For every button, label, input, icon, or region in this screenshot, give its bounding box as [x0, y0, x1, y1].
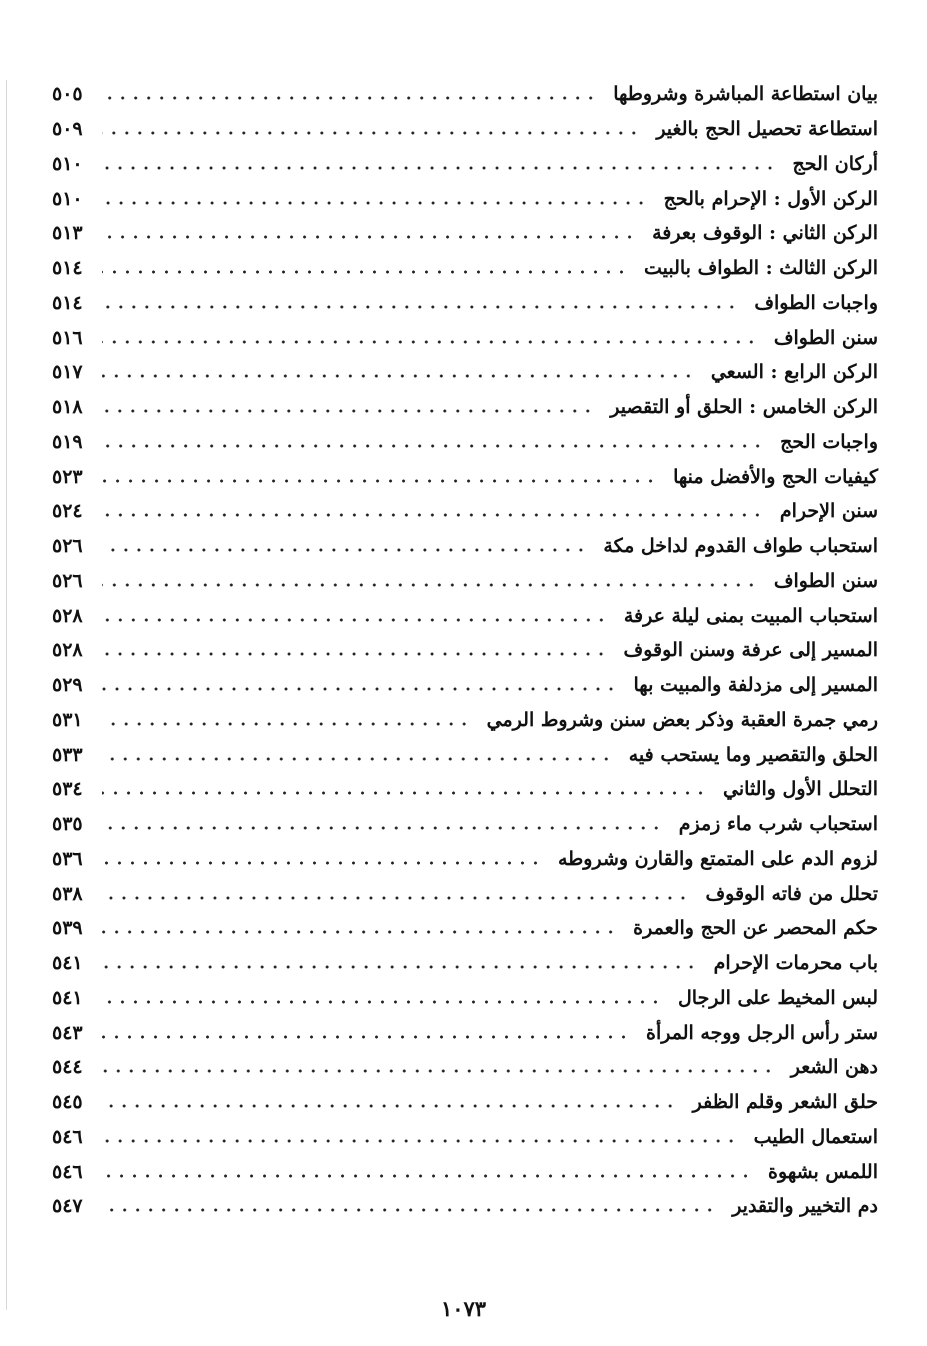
toc-entry-page-number: ٥٢٨ [52, 639, 83, 662]
toc-entry [52, 112, 878, 147]
toc-entry [52, 181, 878, 216]
toc-entry-title: الركن الثالث : الطواف بالبيت [643, 257, 878, 280]
toc-entry [52, 425, 878, 460]
toc-entry-page-number: ٥٤١ [52, 986, 83, 1009]
toc-entry-page-number: ٥٤٦ [52, 1125, 83, 1148]
toc-entry-page-number: ٥٣٨ [52, 882, 83, 905]
toc-entry-page-number: ٥٤٤ [52, 1056, 83, 1079]
dot-leader [102, 303, 738, 311]
toc-entry-title: باب محرمات الإحرام [713, 952, 878, 975]
toc-entry-title: استحباب شرب ماء زمزم [678, 813, 878, 836]
toc-entry [52, 1085, 878, 1120]
page-edge-line [6, 80, 7, 1310]
toc-entry-title: أركان الحج [792, 152, 878, 175]
toc-entry-page-number: ٥١٣ [52, 222, 83, 245]
toc-entry-title: استعمال الطيب [753, 1125, 878, 1148]
toc-entry-page-number: ٥٢٩ [52, 674, 83, 697]
toc-entry [52, 286, 878, 321]
toc-entry-page-number: ٥٢٨ [52, 604, 83, 627]
dot-leader [102, 963, 698, 971]
toc-entry [52, 459, 878, 494]
toc-entry-title: حكم المحصر عن الحج والعمرة [633, 917, 878, 940]
dot-leader [102, 1033, 630, 1041]
toc-entry-title: سنن الطواف [773, 569, 878, 592]
dot-leader [102, 338, 758, 346]
toc-entry-title: ستر رأس الرجل ووجه المرأة [646, 1021, 878, 1044]
dot-leader [102, 129, 640, 137]
toc-entry [52, 737, 878, 772]
toc-entry-title: اللمس بشهوة [768, 1160, 878, 1183]
toc-entry-title: التحلل الأول والثاني [723, 778, 878, 801]
toc-entry-page-number: ٥٤١ [52, 952, 83, 975]
dot-leader [102, 1067, 775, 1075]
dot-leader [102, 1206, 716, 1214]
toc-entry [52, 1050, 878, 1085]
toc-entry-title: لبس المخيط على الرجال [677, 986, 878, 1009]
toc-entry-page-number: ٥١٤ [52, 257, 83, 280]
toc-entry-title: بيان استطاعة المباشرة وشروطها [613, 83, 878, 106]
dot-leader [102, 199, 648, 207]
dot-leader [102, 581, 758, 589]
toc-entry-title: استحباب المبيت بمنى ليلة عرفة [623, 604, 878, 627]
toc-entry [52, 981, 878, 1016]
toc-entry-title: لزوم الدم على المتمتع والقارن وشروطه [557, 847, 878, 870]
dot-leader [102, 477, 657, 485]
dot-leader [102, 268, 628, 276]
toc-entry [52, 1154, 878, 1189]
toc-entry-page-number: ٥١٠ [52, 152, 83, 175]
dot-leader [102, 894, 689, 902]
toc-entry-page-number: ٥٤٧ [52, 1195, 83, 1218]
toc-entry [52, 807, 878, 842]
toc-entry [52, 251, 878, 286]
toc-entry-page-number: ٥٤٦ [52, 1160, 83, 1183]
toc-entry-title: المسير إلى مزدلفة والمبيت بها [633, 674, 878, 697]
dot-leader [102, 755, 613, 763]
toc-entry-title: الركن الثاني : الوقوف بعرفة [652, 222, 878, 245]
toc-entry-page-number: ٥٠٥ [52, 83, 83, 106]
toc-entry-title: الركن الخامس : الحلق أو التقصير [610, 396, 878, 419]
toc-entry-title: تحلل من فاته الوقوف [705, 882, 878, 905]
toc-entry [52, 911, 878, 946]
dot-leader [102, 859, 542, 867]
dot-leader [102, 372, 695, 380]
toc-entry-title: الحلق والتقصير وما يستحب فيه [628, 743, 878, 766]
toc-entry-title: رمي جمرة العقبة وذكر بعض سنن وشروط الرمي [486, 708, 878, 731]
dot-leader [102, 442, 764, 450]
toc-entry-page-number: ٥١٤ [52, 291, 83, 314]
toc-entry [52, 77, 878, 112]
toc-entry-page-number: ٥٢٦ [52, 535, 83, 558]
toc-entry-title: واجبات الحج [780, 430, 878, 453]
toc-entry-page-number: ٥٢٦ [52, 569, 83, 592]
toc-entry [52, 598, 878, 633]
toc-entry-page-number: ٥٣٤ [52, 778, 83, 801]
toc-entry [52, 876, 878, 911]
toc-entry [52, 772, 878, 807]
toc-entry-title: واجبات الطواف [754, 291, 878, 314]
toc-entry [52, 320, 878, 355]
toc-entry [52, 494, 878, 529]
toc-entry [52, 1015, 878, 1050]
toc-entry [52, 842, 878, 877]
toc-entry [52, 1120, 878, 1155]
dot-leader [102, 233, 636, 241]
toc-entry [52, 946, 878, 981]
dot-leader [102, 407, 594, 415]
toc-entry [52, 668, 878, 703]
toc-entry-page-number: ٥٤٥ [52, 1091, 83, 1114]
dot-leader [102, 685, 618, 693]
toc-entry-page-number: ٥١٨ [52, 396, 83, 419]
toc-entry [52, 216, 878, 251]
toc-entry-title: الركن الأول : الإحرام بالحج [663, 187, 878, 210]
dot-leader [102, 1172, 752, 1180]
toc-entry-page-number: ٥٢٤ [52, 500, 83, 523]
toc-entry [52, 147, 878, 182]
table-of-contents [52, 77, 878, 1224]
toc-entry-title: استحباب طواف القدوم لداخل مكة [603, 535, 878, 558]
toc-entry-page-number: ٥٤٣ [52, 1021, 83, 1044]
toc-entry-page-number: ٥٣١ [52, 708, 83, 731]
toc-entry-title: حلق الشعر وقلم الظفر [692, 1091, 878, 1114]
toc-entry-page-number: ٥١٧ [52, 361, 83, 384]
page-number: ١٠٧٣ [440, 1296, 487, 1321]
dot-leader [102, 616, 608, 624]
toc-entry-page-number: ٥٢٣ [52, 465, 83, 488]
dot-leader [102, 824, 663, 832]
toc-entry [52, 355, 878, 390]
dot-leader [102, 546, 587, 554]
toc-entry-page-number: ٥٠٩ [52, 118, 83, 141]
toc-entry [52, 390, 878, 425]
toc-entry [52, 529, 878, 564]
toc-entry-title: سنن الإحرام [779, 500, 878, 523]
toc-entry-title: كيفيات الحج والأفضل منها [673, 465, 878, 488]
toc-entry-title: المسير إلى عرفة وسنن الوقوف [623, 639, 878, 662]
dot-leader [102, 650, 608, 658]
toc-entry-page-number: ٥٣٦ [52, 847, 83, 870]
dot-leader [102, 1137, 738, 1145]
dot-leader [102, 998, 662, 1006]
toc-entry-page-number: ٥١٦ [52, 326, 83, 349]
toc-entry [52, 1189, 878, 1224]
toc-entry-title: الركن الرابع : السعي [710, 361, 878, 384]
toc-entry-page-number: ٥١٠ [52, 187, 83, 210]
toc-entry-title: دهن الشعر [790, 1056, 878, 1079]
toc-entry-page-number: ٥٣٥ [52, 813, 83, 836]
dot-leader [102, 164, 777, 172]
dot-leader [102, 1102, 677, 1110]
toc-entry-page-number: ٥١٩ [52, 430, 83, 453]
dot-leader [102, 511, 764, 519]
toc-entry-title: دم التخيير والتقدير [732, 1195, 878, 1218]
dot-leader [102, 789, 707, 797]
toc-entry [52, 564, 878, 599]
toc-entry-page-number: ٥٣٩ [52, 917, 83, 940]
dot-leader [102, 928, 617, 936]
toc-entry-page-number: ٥٣٣ [52, 743, 83, 766]
toc-entry-title: استطاعة تحصيل الحج بالغير [656, 118, 878, 141]
dot-leader [102, 94, 597, 102]
toc-entry [52, 703, 878, 738]
toc-entry-title: سنن الطواف [773, 326, 878, 349]
toc-entry [52, 633, 878, 668]
dot-leader [102, 720, 471, 728]
